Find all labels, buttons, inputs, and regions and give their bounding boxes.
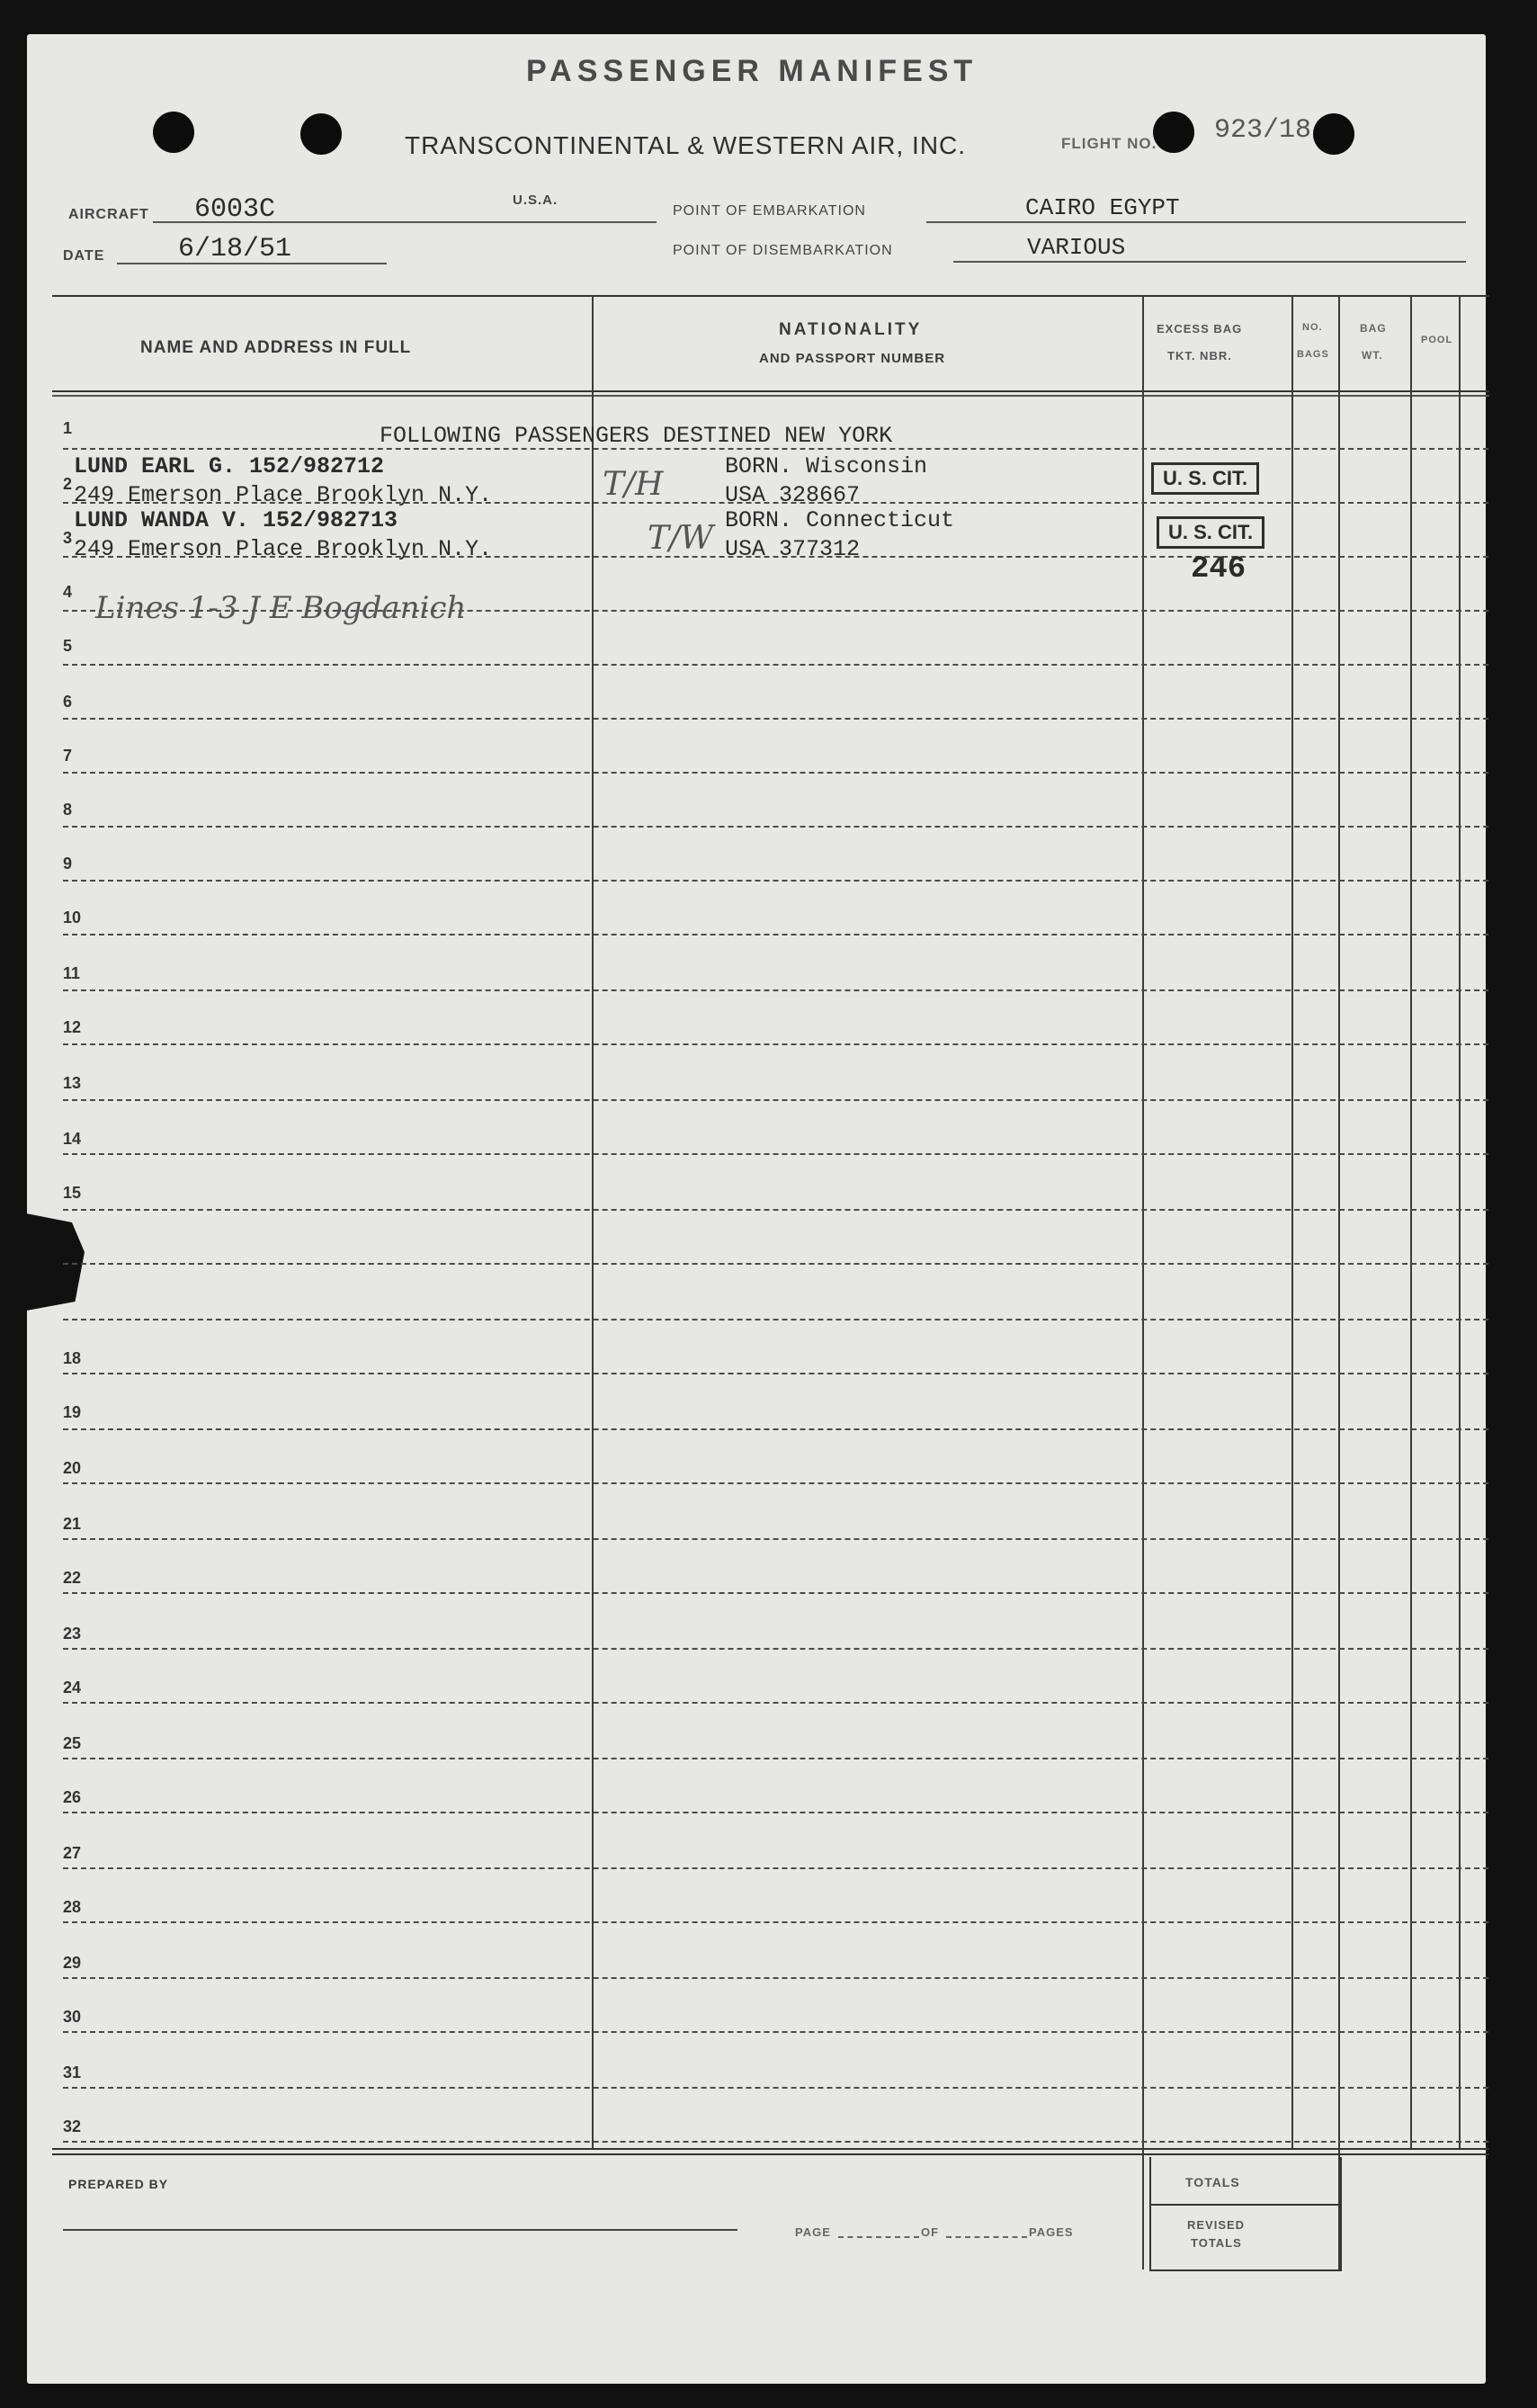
prepared-by-line — [63, 2229, 737, 2231]
col-header-bagwt: BAG — [1360, 322, 1387, 335]
aircraft-label: AIRCRAFT — [68, 207, 149, 222]
punch-hole — [300, 113, 342, 155]
row-number: 27 — [63, 1844, 82, 1862]
embark-value: CAIRO EGYPT — [1025, 194, 1180, 221]
punch-hole — [1313, 113, 1354, 155]
col-header-nationality: NATIONALITY — [779, 320, 923, 339]
row-rule — [63, 718, 1488, 720]
row-number: 6 — [63, 693, 73, 711]
col-header-passport: AND PASSPORT NUMBER — [759, 351, 946, 366]
row-rule — [63, 664, 1488, 666]
page-label: PAGE — [795, 2225, 831, 2239]
punch-hole — [153, 112, 194, 153]
date-value: 6/18/51 — [178, 234, 292, 264]
row-rule — [63, 1482, 1488, 1484]
totals-label: TOTALS — [1185, 2175, 1240, 2189]
row-rule — [63, 1758, 1488, 1759]
page-line — [838, 2236, 919, 2238]
col-header-excess-tkt: TKT. NBR. — [1167, 349, 1232, 363]
punch-hole — [1153, 112, 1194, 153]
row-number: 14 — [63, 1130, 82, 1148]
col-header-excess: EXCESS BAG — [1157, 322, 1243, 336]
row-number: 3 — [63, 529, 73, 547]
stamp-number: 246 — [1191, 552, 1247, 586]
citizenship-stamp: U. S. CIT. — [1151, 462, 1259, 495]
row-rule — [63, 2141, 1488, 2143]
row-number: 23 — [63, 1625, 82, 1643]
row-number: 13 — [63, 1074, 82, 1092]
row-rule — [63, 1319, 1488, 1320]
col-divider — [1459, 295, 1461, 2148]
flight-value: 923/18 — [1214, 115, 1312, 146]
row-rule — [63, 2087, 1488, 2089]
date-label: DATE — [63, 248, 105, 264]
disembark-value: VARIOUS — [1027, 234, 1126, 261]
row-number: 24 — [63, 1678, 82, 1696]
row-number: 28 — [63, 1898, 82, 1916]
passenger-2-name: LUND WANDA V. 152/982713 — [74, 507, 398, 533]
row-rule — [63, 1977, 1488, 1979]
handwritten-signature: Lines 1-3 J E Bogdanich — [95, 590, 467, 626]
row-number: 30 — [63, 2008, 82, 2026]
row-rule — [63, 1867, 1488, 1869]
passenger-2-passport: USA 377312 — [725, 536, 861, 562]
row-number: 19 — [63, 1403, 82, 1421]
table-bottom-border — [52, 2148, 1489, 2155]
passenger-2-initials: T/W — [648, 520, 714, 557]
row-rule — [63, 989, 1488, 991]
passenger-1-address: 249 Emerson Place Brooklyn N.Y. — [74, 482, 493, 508]
of-line — [946, 2236, 1027, 2238]
row-rule — [63, 1592, 1488, 1594]
row-rule — [63, 1702, 1488, 1704]
usa-label: U.S.A. — [513, 192, 559, 208]
row-rule — [63, 1043, 1488, 1045]
header-bottom-border — [52, 390, 1489, 397]
row-number: 9 — [63, 855, 73, 873]
col-divider — [1338, 295, 1340, 2269]
row-rule — [63, 1373, 1488, 1374]
col-divider — [1142, 295, 1144, 2269]
passenger-1-passport: USA 328667 — [725, 482, 861, 508]
flight-label: FLIGHT NO. — [1061, 135, 1157, 152]
row-rule — [63, 1812, 1488, 1813]
row-rule — [63, 826, 1488, 828]
disembark-label: POINT OF DISEMBARKATION — [673, 243, 893, 258]
row-rule — [63, 934, 1488, 935]
col-divider — [1291, 295, 1293, 2148]
passenger-2-address: 249 Emerson Place Brooklyn N.Y. — [74, 536, 493, 562]
row-rule — [63, 1263, 1488, 1265]
row-rule — [63, 2031, 1488, 2033]
row-rule — [63, 1921, 1488, 1923]
col-header-nbags2: BAGS — [1297, 349, 1329, 360]
row-number: 25 — [63, 1734, 82, 1752]
col-header-pool: POOL — [1421, 335, 1453, 345]
row-rule — [63, 1428, 1488, 1430]
destination-note: FOLLOWING PASSENGERS DESTINED NEW YORK — [380, 423, 893, 449]
revised-label: REVISED — [1187, 2218, 1246, 2232]
citizenship-stamp: U. S. CIT. — [1157, 516, 1264, 549]
row-number: 26 — [63, 1788, 82, 1806]
row-number: 15 — [63, 1184, 82, 1202]
col-header-nbags: NO. — [1302, 322, 1323, 333]
row-number: 5 — [63, 637, 73, 655]
row-number: 18 — [63, 1349, 82, 1367]
row-number: 31 — [63, 2063, 82, 2081]
row-rule — [63, 880, 1488, 882]
manifest-sheet — [27, 34, 1486, 2384]
row-rule — [63, 772, 1488, 774]
aircraft-value: 6003C — [194, 194, 276, 225]
passenger-1-birthplace: BORN. Wisconsin — [725, 453, 928, 479]
row-rule — [63, 1153, 1488, 1155]
row-rule — [63, 1099, 1488, 1101]
of-label: OF — [921, 2225, 940, 2239]
col-divider — [592, 295, 594, 2148]
col-divider — [1410, 295, 1412, 2148]
col-header-bagwt2: WT. — [1362, 349, 1383, 362]
passenger-1-initials: T/H — [603, 466, 664, 503]
passenger-1-name: LUND EARL G. 152/982712 — [74, 453, 385, 479]
passenger-2-birthplace: BORN. Connecticut — [725, 507, 955, 533]
row-number: 1 — [63, 419, 73, 437]
totals-box — [1149, 2157, 1342, 2271]
row-number: 20 — [63, 1459, 82, 1477]
row-number: 11 — [63, 964, 81, 982]
row-number: 29 — [63, 1954, 82, 1972]
page-title: PASSENGER MANIFEST — [526, 54, 978, 88]
row-number: 22 — [63, 1569, 82, 1587]
embark-label: POINT OF EMBARKATION — [673, 203, 866, 219]
row-number: 7 — [63, 747, 73, 765]
row-number: 21 — [63, 1515, 82, 1533]
col-header-name: NAME AND ADDRESS IN FULL — [140, 338, 412, 357]
totals-divider — [1149, 2204, 1338, 2206]
revised-totals-label: TOTALS — [1191, 2236, 1242, 2250]
company-name: TRANSCONTINENTAL & WESTERN AIR, INC. — [405, 131, 967, 159]
pages-label: PAGES — [1029, 2225, 1074, 2239]
row-number: 4 — [63, 583, 73, 601]
row-rule — [63, 1538, 1488, 1540]
row-number: 32 — [63, 2117, 82, 2135]
row-rule — [63, 1209, 1488, 1211]
row-number: 12 — [63, 1018, 82, 1036]
prepared-by-label: PREPARED BY — [68, 2177, 169, 2191]
row-rule — [63, 1648, 1488, 1650]
row-number: 2 — [63, 475, 73, 493]
table-top-border — [52, 295, 1489, 297]
row-number: 10 — [63, 909, 82, 926]
row-number: 8 — [63, 801, 73, 819]
embark-line — [926, 194, 1466, 223]
